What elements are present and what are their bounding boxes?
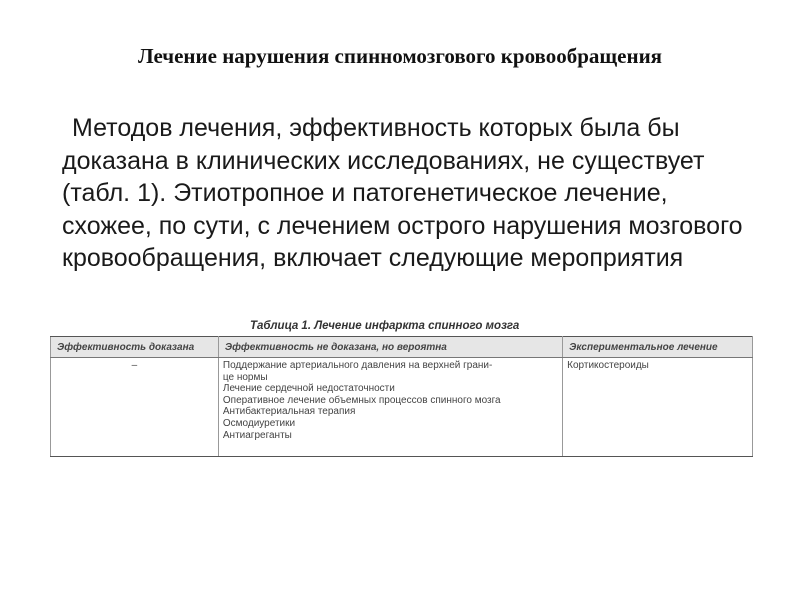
cell-experimental: [563, 358, 753, 457]
body-paragraph: Методов лечения, эффективность которых была бы доказана в клинических исследованиях, не существует (табл. 1). Этиотропное и патогенетическое лечение, схожее, по сути, с лечением острого нарушения мозгового кровообращения, включает следующие мероприятия: [62, 114, 743, 273]
cell-experimental-value: Кортикостероиды: [567, 360, 649, 371]
slide-title: Лечение нарушения спинномозгового кровообращения: [137, 44, 663, 68]
list-item: Лечение сердечной недостаточности: [222, 383, 395, 395]
table-caption: Таблица 1. Лечение инфаркта спинного мозга: [250, 320, 520, 332]
list-item: Антиагреганты: [222, 429, 292, 441]
header-experimental: Экспериментальное лечение: [563, 337, 753, 358]
table-image: [50, 316, 753, 458]
list-item: це нормы: [222, 371, 268, 383]
cell-proven-value: –: [131, 360, 138, 371]
header-proven: Эффективность доказана: [51, 337, 219, 358]
header-probable: Эффективность не доказана, но вероятна: [218, 337, 562, 358]
table-header-row: [51, 337, 753, 358]
list-item: Поддержание артериального давления на верхней грани-: [222, 360, 493, 371]
table-row: [51, 358, 753, 457]
cell-proven: [51, 358, 219, 457]
treatment-table: [50, 336, 753, 457]
list-item: Антибактериальная терапия: [222, 406, 356, 418]
list-item: Оперативное лечение объемных процессов спинного мозга: [222, 394, 501, 406]
list-item: Осмодиуретики: [222, 417, 296, 429]
cell-probable: [218, 358, 562, 457]
